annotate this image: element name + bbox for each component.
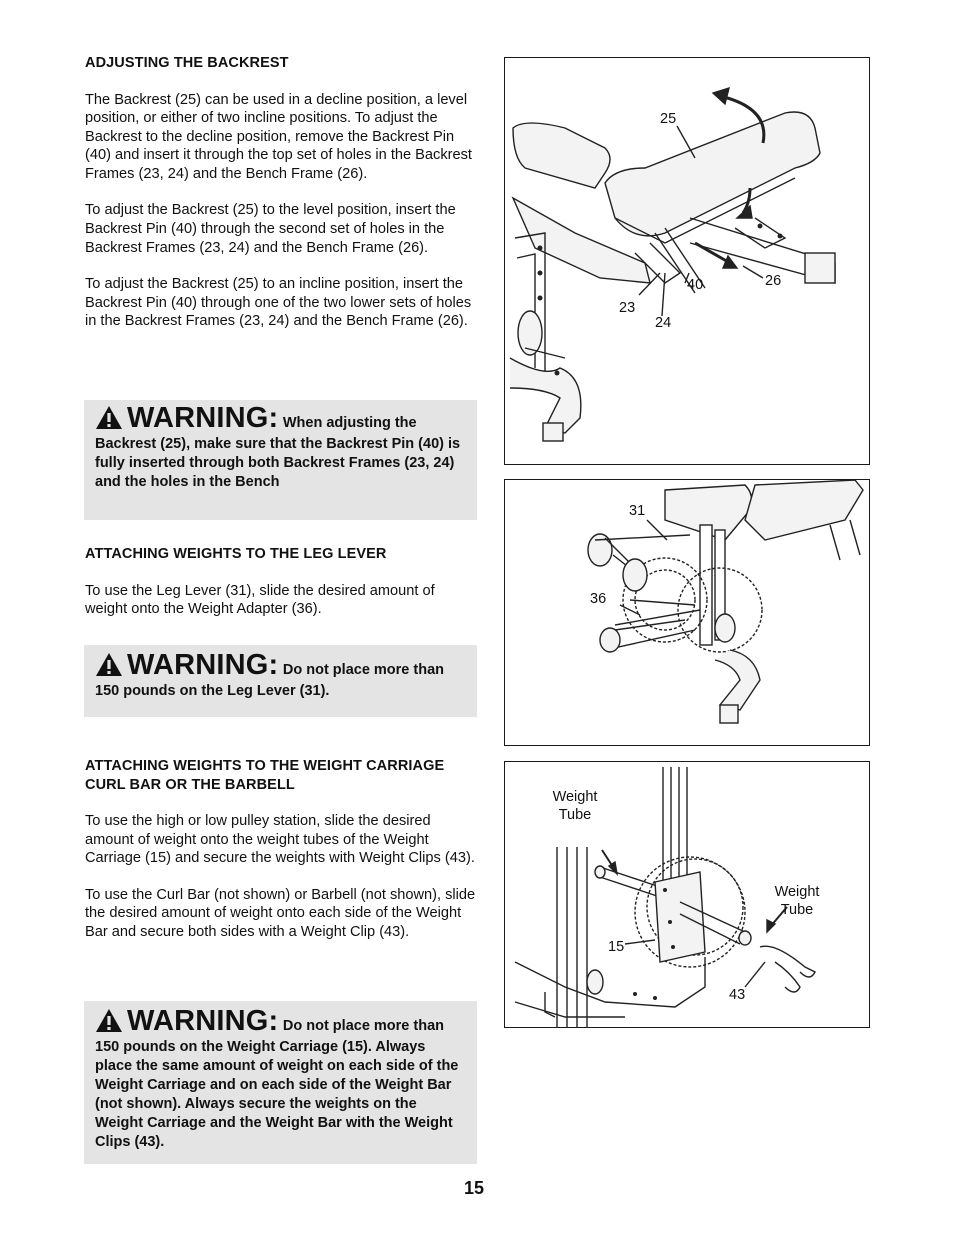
carriage-section [85, 757, 477, 942]
carriage-heading-line1: ATTACHING WEIGHTS TO THE WEIGHT CARRIAGE [85, 758, 445, 774]
warning-box-backrest [84, 400, 477, 520]
figure-backrest [504, 57, 870, 465]
leg-lever-section [85, 545, 477, 619]
warning-text: Do not place more than 150 pounds on the Weight Carriage (15). Always place the same amount of weight on each side of the Weight Carriage and on each side of the Weight Bar (not shown). Always secure the weights on the Weight Carriage and the Weight Bar with the Weight Clips (43). [95, 1018, 459, 1150]
label-31: 31 [629, 503, 646, 519]
label-weight-tube-1: Weight Tube [552, 789, 598, 823]
label-weight-tube-2: Weight Tube [774, 884, 820, 918]
left-column [85, 54, 477, 331]
label-40: 40 [687, 277, 704, 293]
warning-box-carriage [84, 1001, 477, 1164]
backrest-heading: ADJUSTING THE BACKREST [85, 55, 289, 71]
figure-leg-lever [504, 479, 870, 746]
figure-weight-carriage [504, 761, 870, 1028]
label-15: 15 [608, 939, 625, 955]
warning-triangle-icon [95, 1008, 123, 1038]
backrest-para-3: To adjust the Backrest (25) to an incline position, insert the Backrest Pin (40) through one of the two lower sets of holes in the Backrest Frames (23, 24) and the Bench Frame (26). [85, 276, 472, 330]
leg-lever-illustration [505, 480, 870, 746]
label-36: 36 [590, 591, 607, 607]
leg-lever-para: To use the Leg Lever (31), slide the desired amount of weight onto the Weight Adapter (36). [85, 582, 435, 618]
carriage-heading-line2: CURL BAR OR THE BARBELL [85, 776, 295, 793]
leg-lever-heading: ATTACHING WEIGHTS TO THE LEG LEVER [85, 546, 387, 562]
warning-text: When adjusting the Backrest (25), make sure that the Backrest Pin (40) is fully inserted through both Backrest Frames (23, 24) and the holes in the Bench [95, 415, 461, 490]
backrest-para-1: The Backrest (25) can be used in a decline position, a level position, or either of two incline positions. To adjust the Backrest to the decline position, remove the Backrest Pin (40) and insert it through the top set of holes in the Backrest Frames (23, 24) and the Bench Frame (26). [85, 91, 472, 182]
label-43: 43 [729, 987, 746, 1003]
backrest-illustration [505, 58, 870, 465]
warning-text: Do not place more than 150 pounds on the Leg Lever (31). [95, 662, 445, 699]
label-25: 25 [660, 111, 677, 127]
carriage-para-1: To use the high or low pulley station, slide the desired amount of weight onto the weight tubes of the Weight Carriage (15) and secure the weights with Weight Clips (43). [85, 813, 475, 867]
warning-title: WARNING: [127, 402, 279, 434]
carriage-para-2: To use the Curl Bar (not shown) or Barbell (not shown), slide the desired amount of weight onto each side of the Weight Bar and secure both sides with a Weight Clip (43). [85, 886, 476, 940]
warning-triangle-icon [95, 652, 123, 682]
label-26: 26 [765, 273, 782, 289]
warning-triangle-icon [95, 405, 123, 435]
label-24: 24 [655, 315, 672, 331]
backrest-para-2: To adjust the Backrest (25) to the level position, insert the Backrest Pin (40) through the second set of holes in the Backrest Frames (23, 24) and the Bench Frame (26). [85, 202, 456, 256]
label-23: 23 [619, 300, 636, 316]
page-number: 15 [464, 1178, 485, 1198]
warning-title: WARNING: [127, 649, 279, 681]
warning-box-leg-lever [84, 645, 477, 717]
warning-title: WARNING: [127, 1005, 279, 1037]
